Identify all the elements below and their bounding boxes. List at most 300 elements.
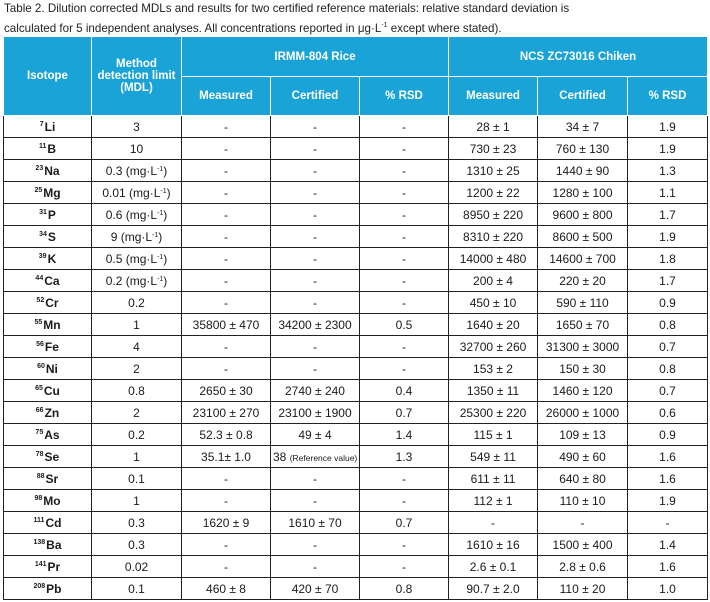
- cell-rice-measured-value: 52.3 ± 0.8: [199, 427, 253, 442]
- caption-line-2-end: except where stated).: [387, 21, 502, 35]
- table-row: [4, 160, 708, 182]
- cell-rice-certified-value: 2740 ± 240: [285, 383, 345, 398]
- cell-rice-certified-value: -: [313, 361, 317, 376]
- cell-chiken-certified-value: 31300 ± 3000: [545, 339, 620, 354]
- mdl-paren: ): [163, 273, 168, 288]
- cell-rice-measured: [182, 336, 271, 358]
- cell-rice-certified-value: 23100 ± 1900: [278, 405, 352, 420]
- table-row: [4, 380, 708, 402]
- mdl-value: 0.1: [128, 471, 145, 486]
- cell-chiken-rsd-value: 1.6: [659, 559, 676, 574]
- cell-chiken-measured-value: 549 ± 11: [470, 449, 516, 464]
- header-mdl: Method detection limit (MDL): [92, 37, 182, 116]
- isotope-mass: 31: [39, 208, 47, 216]
- cell-rice-measured: [182, 270, 271, 292]
- cell-chiken-rsd: [628, 380, 708, 402]
- cell-rice-measured: [182, 182, 271, 204]
- cell-chiken-measured-value: 153 ± 2: [473, 361, 513, 376]
- header-row-groups: [4, 37, 708, 77]
- cell-rice-certified: [271, 292, 360, 314]
- cell-mdl: [92, 336, 182, 358]
- cell-chiken-measured: [449, 248, 538, 270]
- cell-rice-certified-value: -: [313, 163, 317, 178]
- cell-chiken-rsd-value: 1.9: [659, 141, 676, 156]
- cell-chiken-measured: [449, 138, 538, 160]
- cell-chiken-rsd-value: 1.0: [659, 581, 676, 596]
- table-row: [4, 314, 708, 336]
- cell-chiken-measured-value: 1350 ± 11: [466, 383, 520, 398]
- mdl-value: 1: [133, 493, 140, 508]
- cell-chiken-measured-value: 25300 ± 220: [459, 405, 527, 420]
- cell-rice-measured-value: -: [224, 559, 228, 574]
- cell-mdl: [92, 226, 182, 248]
- cell-chiken-rsd-value: 0.6: [659, 405, 676, 420]
- cell-chiken-rsd: [628, 336, 708, 358]
- cell-chiken-rsd: [628, 292, 708, 314]
- mdl-value: 9 (mg·L: [110, 229, 153, 244]
- table-row: [4, 468, 708, 490]
- cell-chiken-rsd-value: 1.6: [659, 471, 676, 486]
- mdl-paren: ): [163, 251, 168, 266]
- cell-rice-rsd: [360, 490, 449, 512]
- cell-rice-certified-value: -: [313, 185, 317, 200]
- cell-chiken-certified: [538, 160, 628, 182]
- cell-rice-measured: [182, 534, 271, 556]
- cell-chiken-certified-value: 2.8 ± 0.6: [559, 559, 606, 574]
- isotope-mass: 138: [33, 538, 46, 546]
- cell-isotope: [4, 556, 92, 578]
- cell-chiken-rsd-value: 1.7: [659, 273, 676, 288]
- table-row: [4, 204, 708, 226]
- isotope-element: Ca: [44, 273, 60, 288]
- isotope-mass: 52: [36, 296, 45, 304]
- mdl-value: 0.8: [128, 383, 145, 398]
- table-row: [4, 402, 708, 424]
- cell-rice-measured: [182, 226, 271, 248]
- cell-chiken-rsd: [628, 204, 708, 226]
- cell-chiken-measured: [449, 116, 538, 138]
- cell-chiken-rsd-value: 0.9: [659, 427, 676, 442]
- header-isotope: Isotope: [4, 37, 92, 116]
- cell-isotope: [4, 160, 92, 182]
- cell-chiken-certified-value: 110 ± 10: [559, 493, 606, 508]
- cell-chiken-certified-value: 1500 ± 400: [552, 537, 613, 552]
- isotope-mass: 25: [34, 186, 43, 194]
- caption-line-2-text: calculated for 5 independent analyses. All concentrations reported in μg·L: [4, 21, 382, 35]
- cell-chiken-measured: [449, 380, 538, 402]
- isotope-mass: 65: [35, 384, 43, 392]
- isotope-mass: 11: [38, 142, 47, 150]
- cell-mdl: [92, 138, 182, 160]
- cell-chiken-measured-value: 200 ± 4: [473, 273, 513, 288]
- cell-rice-rsd-value: 0.8: [395, 581, 413, 596]
- cell-chiken-measured-value: 115 ± 1: [473, 427, 513, 442]
- table-caption: [4, 0, 704, 37]
- cell-chiken-rsd-value: 1.8: [659, 251, 676, 266]
- cell-rice-measured: [182, 160, 271, 182]
- cell-rice-certified-value: -: [313, 229, 317, 244]
- cell-chiken-measured-value: 730 ± 23: [469, 141, 517, 156]
- cell-rice-measured: [182, 116, 271, 138]
- cell-chiken-certified: [538, 204, 628, 226]
- cell-rice-measured-value: -: [224, 251, 228, 266]
- cell-chiken-rsd-value: 1.9: [659, 229, 676, 244]
- cell-rice-certified: [271, 226, 360, 248]
- cell-rice-rsd: [360, 292, 449, 314]
- cell-chiken-certified: [538, 226, 628, 248]
- cell-rice-certified-value: -: [313, 471, 317, 486]
- mdl-unit-exponent: -1: [157, 253, 164, 261]
- cell-rice-rsd-value: 0.7: [395, 405, 413, 420]
- mdl-value: 2: [133, 405, 140, 420]
- cell-mdl: [92, 182, 182, 204]
- isotope-mass: 208: [33, 582, 46, 590]
- cell-rice-measured-value: 23100 ± 270: [192, 405, 260, 420]
- cell-rice-measured: [182, 424, 271, 446]
- cell-rice-rsd: [360, 248, 449, 270]
- cell-isotope: [4, 270, 92, 292]
- cell-rice-certified-value: -: [313, 537, 317, 552]
- isotope-element: Pb: [46, 581, 62, 596]
- cell-isotope: [4, 292, 92, 314]
- table-row: [4, 292, 708, 314]
- cell-rice-rsd: [360, 512, 449, 534]
- mdl-value: 0.2: [128, 295, 145, 310]
- cell-rice-certified: [271, 446, 360, 468]
- cell-rice-measured-value: -: [224, 185, 228, 200]
- cell-rice-measured-value: -: [224, 537, 228, 552]
- cell-isotope: [4, 138, 92, 160]
- mdl-unit-exponent: -1: [157, 209, 164, 217]
- cell-rice-certified: [271, 314, 360, 336]
- isotope-element: Mn: [43, 317, 61, 332]
- isotope-mass: 55: [34, 318, 43, 326]
- header-rsd-2: % RSD: [628, 77, 708, 116]
- cell-chiken-certified-value: -: [580, 515, 585, 530]
- cell-chiken-rsd-value: 0.8: [659, 317, 676, 332]
- cell-chiken-rsd: [628, 138, 708, 160]
- cell-rice-rsd: [360, 424, 449, 446]
- mdl-value: 0.5 (mg·L: [105, 251, 158, 266]
- cell-rice-certified: [271, 204, 360, 226]
- cell-chiken-rsd: [628, 358, 708, 380]
- cell-rice-certified: [271, 424, 360, 446]
- cell-rice-certified: [271, 182, 360, 204]
- cell-rice-rsd-value: 0.4: [395, 383, 413, 398]
- cell-chiken-rsd: [628, 226, 708, 248]
- caption-line-1: Table 2. Dilution corrected MDLs and results for two certified reference materials: relative standard deviation is: [4, 2, 570, 15]
- table-row: [4, 534, 708, 556]
- cell-mdl: [92, 292, 182, 314]
- cell-chiken-certified-value: 1280 ± 100: [552, 185, 613, 200]
- cell-mdl: [92, 490, 182, 512]
- cell-rice-rsd-value: -: [402, 361, 406, 376]
- cell-chiken-certified-value: 640 ± 80: [559, 471, 606, 486]
- cell-chiken-certified-value: 1440 ± 90: [555, 163, 610, 178]
- cell-mdl: [92, 446, 182, 468]
- cell-chiken-rsd: [628, 556, 708, 578]
- cell-chiken-measured-value: -: [491, 515, 496, 530]
- cell-rice-measured: [182, 402, 271, 424]
- isotope-mass: 60: [37, 362, 45, 370]
- cell-rice-certified-value: -: [313, 493, 317, 508]
- cell-rice-measured-value: -: [224, 361, 228, 376]
- cell-isotope: [4, 336, 92, 358]
- cell-chiken-measured: [449, 424, 538, 446]
- cell-rice-rsd-value: -: [402, 185, 406, 200]
- table-row: [4, 424, 708, 446]
- cell-rice-measured-value: -: [224, 119, 228, 134]
- isotope-element: Ni: [45, 361, 58, 376]
- cell-chiken-measured-value: 2.6 ± 0.1: [469, 559, 517, 574]
- cell-rice-rsd-value: -: [402, 273, 406, 288]
- cell-rice-measured-value: -: [224, 295, 228, 310]
- cell-isotope: [4, 226, 92, 248]
- cell-rice-measured: [182, 358, 271, 380]
- cell-rice-certified-value: -: [313, 141, 317, 156]
- isotope-element: Pr: [47, 559, 61, 574]
- cell-rice-rsd-value: -: [402, 471, 406, 486]
- cell-rice-certified: [271, 358, 360, 380]
- cell-rice-measured: [182, 138, 271, 160]
- isotope-mass: 111: [33, 516, 45, 524]
- cell-mdl: [92, 380, 182, 402]
- mdl-paren: ): [158, 229, 163, 244]
- isotope-element: Se: [44, 449, 60, 464]
- mdl-value: 10: [129, 141, 144, 156]
- mdl-value: 2: [133, 361, 140, 376]
- table-row: [4, 578, 708, 600]
- cell-chiken-certified-value: 26000 ± 1000: [545, 405, 620, 420]
- cell-isotope: [4, 314, 92, 336]
- cell-rice-measured: [182, 446, 271, 468]
- cell-rice-measured: [182, 292, 271, 314]
- mdl-value: 4: [133, 339, 140, 354]
- cell-rice-rsd: [360, 204, 449, 226]
- mdl-unit-exponent: -1: [157, 165, 164, 173]
- cell-rice-rsd: [360, 556, 449, 578]
- cell-chiken-measured-value: 14000 ± 480: [459, 251, 527, 266]
- isotope-element: Li: [44, 119, 56, 134]
- mdl-value: 0.2 (mg·L: [105, 273, 158, 288]
- cell-rice-measured: [182, 578, 271, 600]
- cell-rice-certified-value: -: [313, 339, 317, 354]
- cell-chiken-measured-value: 1640 ± 20: [466, 317, 520, 332]
- cell-chiken-rsd-value: 1.4: [659, 537, 676, 552]
- isotope-element: Cd: [45, 515, 62, 530]
- cell-rice-measured-value: 2650 ± 30: [199, 383, 253, 398]
- cell-rice-measured: [182, 490, 271, 512]
- cell-chiken-certified: [538, 578, 628, 600]
- cell-chiken-measured: [449, 292, 538, 314]
- cell-chiken-rsd-value: 1.9: [659, 119, 676, 134]
- isotope-mass: 56: [36, 340, 44, 348]
- cell-chiken-certified-value: 14600 ± 700: [549, 251, 616, 266]
- cell-rice-measured: [182, 556, 271, 578]
- cell-chiken-measured-value: 112 ± 1: [473, 493, 513, 508]
- cell-chiken-certified-value: 1650 ± 70: [555, 317, 610, 332]
- cell-chiken-measured: [449, 160, 538, 182]
- cell-chiken-certified-value: 1460 ± 120: [552, 383, 613, 398]
- cell-rice-rsd-value: 1.3: [395, 449, 413, 464]
- table-row: [4, 226, 708, 248]
- cell-rice-measured: [182, 204, 271, 226]
- isotope-mass: 75: [35, 428, 44, 436]
- cell-rice-measured-value: -: [224, 163, 228, 178]
- cell-chiken-measured: [449, 446, 538, 468]
- cell-chiken-rsd: [628, 578, 708, 600]
- cell-rice-rsd: [360, 336, 449, 358]
- cell-mdl: [92, 160, 182, 182]
- cell-rice-rsd: [360, 534, 449, 556]
- cell-rice-measured: [182, 512, 271, 534]
- cell-chiken-certified: [538, 490, 628, 512]
- header-certified-1: Certified: [271, 77, 360, 116]
- table-row: [4, 248, 708, 270]
- header-measured-2: Measured: [449, 77, 538, 116]
- cell-chiken-rsd: [628, 446, 708, 468]
- cell-rice-certified: [271, 578, 360, 600]
- cell-mdl: [92, 556, 182, 578]
- cell-chiken-rsd-value: 0.8: [659, 361, 676, 376]
- cell-chiken-certified: [538, 138, 628, 160]
- mdl-value: 0.2: [128, 427, 145, 442]
- isotope-element: Mg: [43, 185, 61, 200]
- isotope-element: Cu: [43, 383, 60, 398]
- isotope-element: Cr: [45, 295, 59, 310]
- isotope-element: As: [44, 427, 60, 442]
- cell-chiken-certified: [538, 468, 628, 490]
- cell-rice-rsd-value: -: [402, 339, 406, 354]
- isotope-mass: 141: [34, 560, 47, 568]
- cell-rice-rsd-value: -: [402, 229, 406, 244]
- cell-mdl: [92, 534, 182, 556]
- cell-rice-certified: [271, 160, 360, 182]
- cell-rice-certified: [271, 556, 360, 578]
- mdl-value: 3: [133, 119, 140, 134]
- cell-rice-measured-value: -: [224, 471, 228, 486]
- cell-chiken-measured-value: 8310 ± 220: [463, 229, 523, 244]
- cell-chiken-certified-value: 590 ± 110: [556, 295, 609, 310]
- cell-rice-measured: [182, 248, 271, 270]
- table-row: [4, 512, 708, 534]
- cell-mdl: [92, 116, 182, 138]
- cell-chiken-rsd: [628, 534, 708, 556]
- cell-rice-rsd: [360, 468, 449, 490]
- cell-mdl: [92, 424, 182, 446]
- cell-rice-certified-value: -: [313, 273, 317, 288]
- isotope-mass: 39: [38, 252, 47, 260]
- cell-rice-rsd: [360, 182, 449, 204]
- mdl-value: 0.3: [128, 515, 145, 530]
- cell-rice-rsd: [360, 160, 449, 182]
- cell-rice-rsd: [360, 446, 449, 468]
- cell-rice-measured: [182, 468, 271, 490]
- cell-rice-measured-value: -: [224, 273, 228, 288]
- cell-rice-certified: [271, 468, 360, 490]
- cell-rice-measured-value: 1620 ± 9: [202, 515, 250, 530]
- cell-chiken-measured: [449, 578, 538, 600]
- cell-rice-rsd: [360, 380, 449, 402]
- mdl-paren: ): [163, 163, 168, 178]
- cell-chiken-measured-value: 28 ± 1: [476, 119, 510, 134]
- cell-rice-rsd-value: -: [402, 559, 406, 574]
- header-certified-2: Certified: [538, 77, 628, 116]
- cell-rice-certified-value: 34200 ± 2300: [278, 317, 352, 332]
- cell-rice-certified: [271, 534, 360, 556]
- cell-rice-rsd: [360, 116, 449, 138]
- cell-chiken-certified-value: 109 ± 13: [559, 427, 606, 442]
- cell-mdl: [92, 204, 182, 226]
- isotope-element: P: [47, 207, 56, 222]
- cell-rice-certified: [271, 402, 360, 424]
- cell-chiken-certified-value: 150 ± 30: [559, 361, 606, 376]
- table-row: [4, 138, 708, 160]
- cell-rice-measured-value: -: [224, 229, 228, 244]
- cell-chiken-rsd-value: 1.6: [659, 449, 676, 464]
- cell-rice-rsd: [360, 270, 449, 292]
- cell-mdl: [92, 270, 182, 292]
- cell-mdl: [92, 468, 182, 490]
- cell-chiken-rsd: [628, 160, 708, 182]
- mdl-value: 0.01 (mg·L: [102, 185, 161, 200]
- cell-rice-rsd: [360, 138, 449, 160]
- cell-isotope: [4, 380, 92, 402]
- header-rsd-1: % RSD: [360, 77, 449, 116]
- cell-chiken-certified: [538, 402, 628, 424]
- cell-chiken-certified: [538, 248, 628, 270]
- cell-chiken-certified-value: 110 ± 20: [559, 581, 606, 596]
- cell-rice-rsd-value: 0.7: [395, 515, 413, 530]
- mdl-value: 0.3: [128, 537, 145, 552]
- cell-isotope: [4, 358, 92, 380]
- cell-chiken-certified: [538, 556, 628, 578]
- cell-chiken-rsd: [628, 248, 708, 270]
- cell-isotope: [4, 446, 92, 468]
- cell-chiken-measured-value: 1610 ± 16: [466, 537, 520, 552]
- mdl-value: 0.3 (mg·L: [105, 163, 158, 178]
- header-group-rice: IRMM-804 Rice: [182, 37, 449, 77]
- cell-rice-rsd: [360, 226, 449, 248]
- cell-chiken-measured: [449, 270, 538, 292]
- cell-chiken-certified: [538, 358, 628, 380]
- cell-chiken-rsd: [628, 314, 708, 336]
- cell-rice-certified: [271, 116, 360, 138]
- cell-rice-rsd-value: -: [402, 141, 406, 156]
- isotope-element: S: [47, 229, 56, 244]
- cell-chiken-measured-value: 90.7 ± 2.0: [466, 581, 520, 596]
- cell-chiken-measured-value: 1200 ± 22: [466, 185, 520, 200]
- isotope-mass: 78: [35, 450, 44, 458]
- cell-isotope: [4, 578, 92, 600]
- cell-rice-certified-value: -: [313, 119, 317, 134]
- cell-chiken-certified: [538, 116, 628, 138]
- isotope-mass: 98: [34, 494, 43, 502]
- cell-rice-certified-value: -: [313, 295, 317, 310]
- table-row: [4, 358, 708, 380]
- cell-rice-certified-value: -: [313, 251, 317, 266]
- cell-chiken-measured: [449, 556, 538, 578]
- cell-chiken-certified-value: 8600 ± 500: [552, 229, 613, 244]
- cell-chiken-rsd-value: 0.9: [659, 295, 676, 310]
- cell-rice-measured-value: -: [224, 339, 228, 354]
- cell-chiken-rsd: [628, 116, 708, 138]
- cell-chiken-rsd-value: -: [665, 515, 670, 530]
- cell-chiken-certified: [538, 270, 628, 292]
- caption-line-2: [4, 17, 704, 37]
- cell-isotope: [4, 182, 92, 204]
- reference-value-note: (Reference value): [289, 452, 358, 463]
